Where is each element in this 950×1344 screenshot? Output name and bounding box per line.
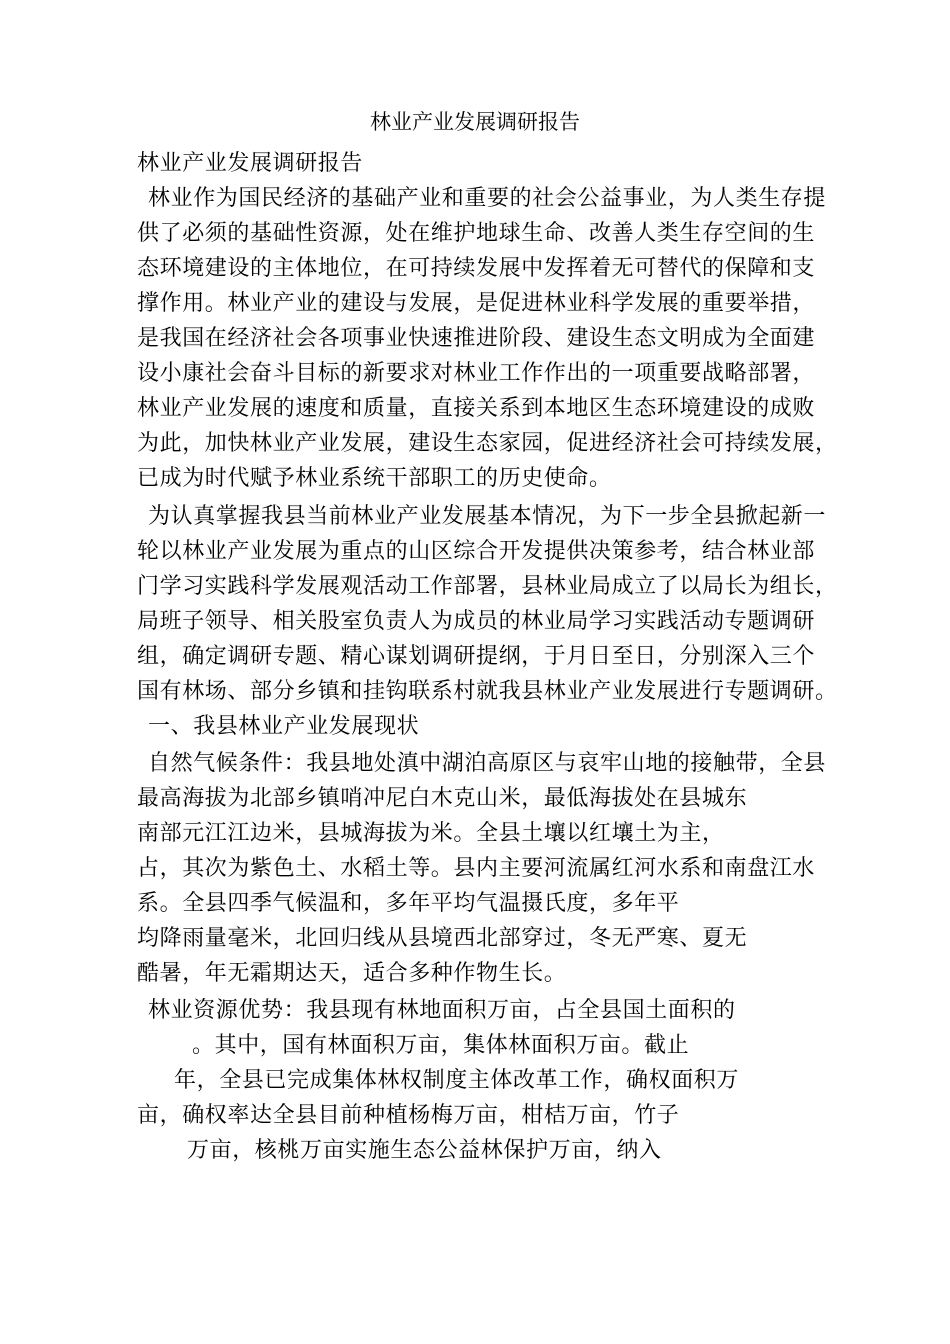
body-line-08: 林业产业发展的速度和质量，直接关系到本地区生态环境建设的成败 bbox=[137, 396, 816, 421]
body-line-04: 态环境建设的主体地位，在可持续发展中发挥着无可替代的保障和支 bbox=[137, 256, 816, 281]
body-line-22: 系。全县四季气候温和，多年平均气温摄氏度，多年平 bbox=[137, 891, 680, 916]
body-line-05: 撑作用。林业产业的建设与发展，是促进林业科学发展的重要举措， bbox=[137, 291, 816, 316]
body-line-29: 万亩，核桃万亩实施生态公益林保护万亩，纳入 bbox=[187, 1138, 662, 1163]
body-line-09: 为此，加快林业产业发展，建设生态家园，促进经济社会可持续发展， bbox=[137, 431, 838, 456]
body-line-02: 林业作为国民经济的基础产业和重要的社会公益事业，为人类生存提 bbox=[148, 186, 827, 211]
body-line-10: 已成为时代赋予林业系统干部职工的历史使命。 bbox=[137, 466, 612, 491]
body-line-19: 最高海拔为北部乡镇哨冲尼白木克山米，最低海拔处在县城东 bbox=[137, 786, 748, 811]
body-line-12: 轮以林业产业发展为重点的山区综合开发提供决策参考，结合林业部 bbox=[137, 539, 816, 564]
body-line-20: 南部元江江边米，县城海拔为米。全县土壤以红壤土为主， bbox=[137, 821, 725, 846]
body-line-24: 酷暑，年无霜期达天，适合多种作物生长。 bbox=[137, 961, 567, 986]
body-line-11: 为认真掌握我县当前林业产业发展基本情况，为下一步全县掀起新一 bbox=[148, 504, 827, 529]
body-line-13: 门学习实践科学发展观活动工作部署，县林业局成立了以局长为组长， bbox=[137, 574, 838, 599]
body-line-06: 是我国在经济社会各项事业快速推进阶段、建设生态文明成为全面建 bbox=[137, 326, 816, 351]
body-line-23: 均降雨量毫米，北回归线从县境西北部穿过，冬无严寒、夏无 bbox=[137, 926, 748, 951]
body-line-07: 设小康社会奋斗目标的新要求对林业工作作出的一项重要战略部署， bbox=[137, 361, 816, 386]
body-line-21: 占，其次为紫色土、水稻土等。县内主要河流属红河水系和南盘江水 bbox=[137, 856, 816, 881]
body-line-26: 。其中，国有林面积万亩，集体林面积万亩。截止 bbox=[192, 1033, 690, 1058]
body-line-14: 局班子领导、相关股室负责人为成员的林业局学习实践活动专题调研 bbox=[137, 609, 816, 634]
body-line-27: 年，全县已完成集体林权制度主体改革工作，确权面积万 bbox=[174, 1068, 740, 1093]
section-heading: 一、我县林业产业发展现状 bbox=[148, 714, 420, 739]
body-line-16: 国有林场、部分乡镇和挂钩联系村就我县林业产业发展进行专题调研。 bbox=[137, 679, 838, 704]
body-line-18: 自然气候条件：我县地处滇中湖泊高原区与哀牢山地的接触带，全县 bbox=[148, 751, 827, 776]
body-line-15: 组，确定调研专题、精心谋划调研提纲，于月日至日，分别深入三个 bbox=[137, 644, 816, 669]
body-line-01: 林业产业发展调研报告 bbox=[137, 151, 364, 176]
body-line-25: 林业资源优势：我县现有林地面积万亩，占全县国土面积的 bbox=[148, 998, 736, 1023]
body-line-28: 亩，确权率达全县目前种植杨梅万亩，柑桔万亩，竹子 bbox=[137, 1103, 680, 1128]
document-title: 林业产业发展调研报告 bbox=[370, 110, 580, 134]
body-line-03: 供了必须的基础性资源，处在维护地球生命、改善人类生存空间的生 bbox=[137, 221, 816, 246]
